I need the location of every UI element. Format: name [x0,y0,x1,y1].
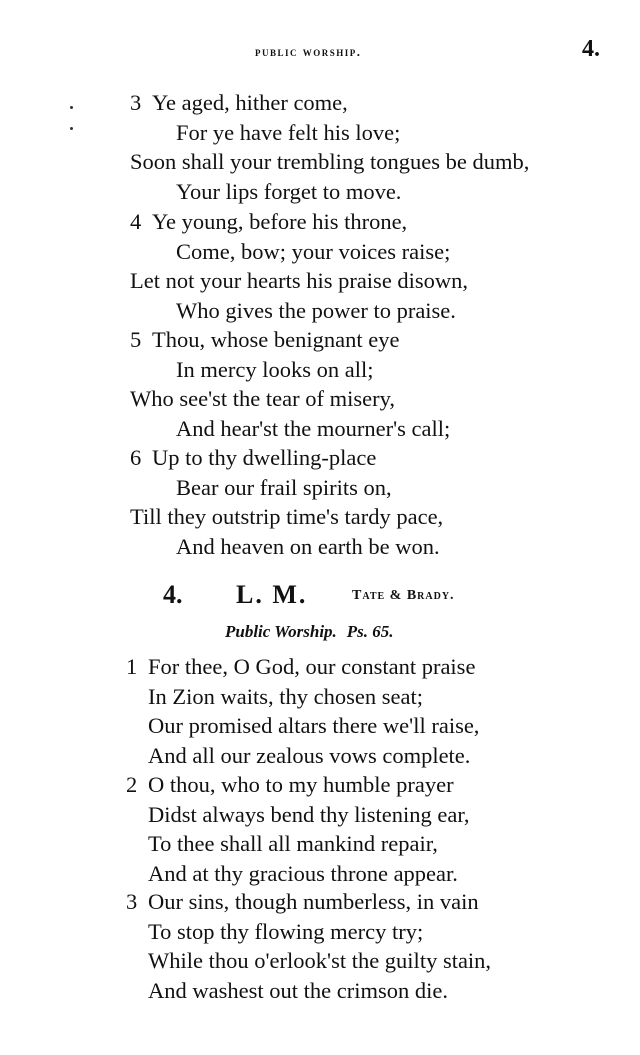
hymn-header [0,580,640,616]
stanza-number: 3 [130,90,142,115]
verse-line: And washest out the crimson die. [148,977,448,1003]
hymn4-stanza-2 [126,770,470,888]
hymn-meter: L. M. [236,580,308,609]
verse-line: And hear'st the mourner's call; [176,415,451,441]
ink-speck [70,127,73,130]
psalm-reference: Ps. 65. [346,622,394,641]
hymn-subtitle [225,622,394,642]
verse-line: Soon shall your trembling tongues be dumb, [130,149,530,174]
verse-line: O thou, who to my humble prayer [148,772,454,797]
hymn-author: Tate & Brady. [352,588,455,603]
verse-line: Ye aged, hither come, [152,90,348,115]
stanza-number: 2 [126,772,138,797]
verse-line: In mercy looks on all; [176,356,374,382]
verse-line: Till they outstrip time's tardy pace, [130,504,444,529]
ink-speck [70,106,73,109]
verse-line: Who gives the power to praise. [176,297,456,323]
verse-line: For ye have felt his love; [176,119,401,145]
verse-line: Bear our frail spirits on, [176,474,392,500]
verse-line: Didst always bend thy listening ear, [148,801,470,827]
stanza-3 [130,88,530,206]
verse-line: And all our zealous vows complete. [148,742,471,768]
verse-line: Your lips forget to move. [176,178,402,204]
verse-line: While thou o'erlook'st the guilty stain, [148,948,492,973]
verse-line: Our sins, though numberless, in vain [148,889,479,914]
hymn-number: 4. [163,580,183,609]
verse-line: Our promised altars there we'll raise, [148,713,480,738]
verse-line: Come, bow; your voices raise; [176,238,451,264]
hymn4-stanza-3 [126,887,492,1005]
verse-line: And heaven on earth be won. [176,533,440,559]
stanza-number: 1 [126,654,138,679]
verse-line: Let not your hearts his praise disown, [130,268,469,293]
stanza-number: 6 [130,445,142,470]
verse-line: Ye young, before his throne, [152,209,408,234]
stanza-6 [130,443,444,561]
verse-line: To thee shall all mankind repair, [148,831,438,856]
stanza-number: 4 [130,209,142,234]
verse-line: Up to thy dwelling-place [152,445,377,470]
stanza-4 [130,207,469,325]
verse-line: Who see'st the tear of misery, [130,386,396,411]
subtitle-text: Public Worship. [225,622,337,641]
running-title: public worship. [255,44,362,59]
verse-line: And at thy gracious throne appear. [148,860,458,886]
stanza-number: 5 [130,327,142,352]
stanza-number: 3 [126,889,138,914]
verse-line: In Zion waits, thy chosen seat; [148,683,423,709]
verse-line: For thee, O God, our constant praise [148,654,476,679]
hymn4-stanza-1 [126,652,480,770]
verse-line: To stop thy flowing mercy try; [148,918,424,944]
page-number: 4. [582,36,600,62]
stanza-5 [130,325,451,443]
verse-line: Thou, whose benignant eye [152,327,400,352]
